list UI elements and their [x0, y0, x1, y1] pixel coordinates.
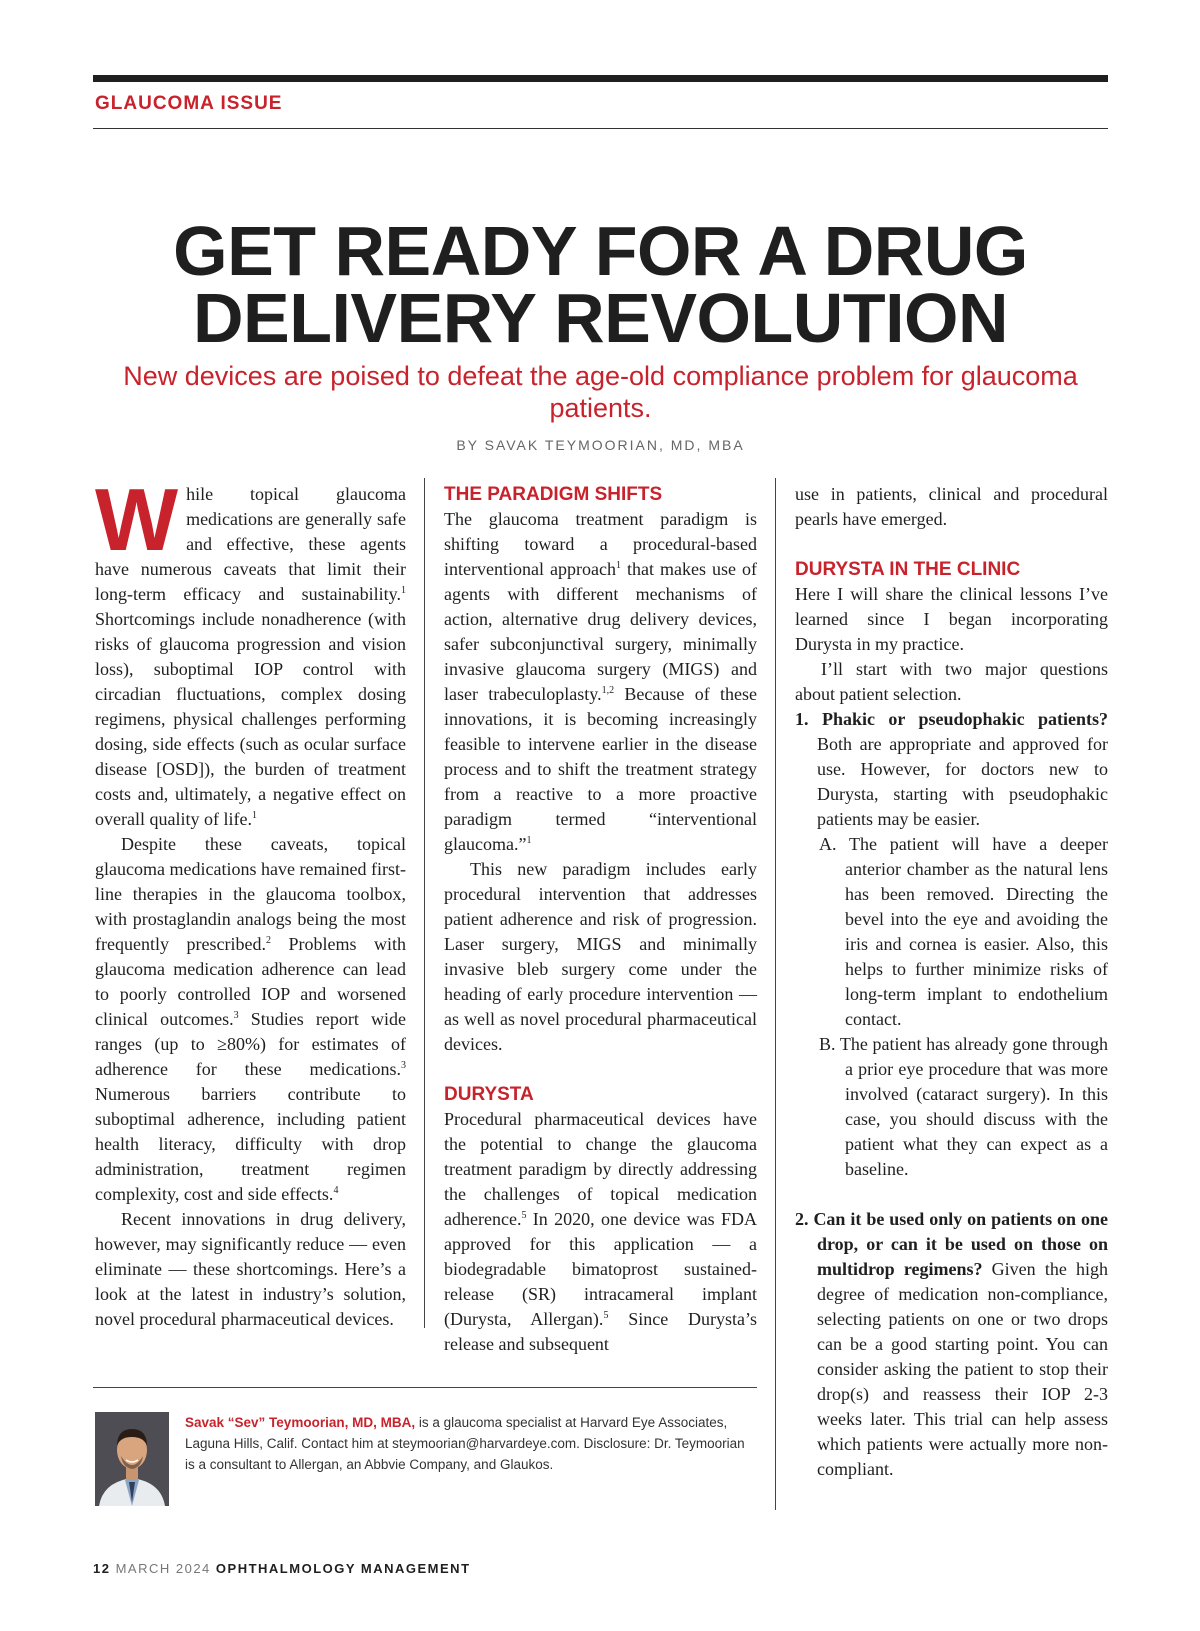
body-paragraph: I’ll start with two major questions about patient selection. [795, 659, 1108, 704]
question-text: Can it be used only on patients on one drop, or can it be used on those on multidrop regimens? [813, 1209, 1108, 1279]
question-item-1 [795, 707, 1108, 832]
body-paragraph: use in patients, clinical and procedural pearls have emerged. [795, 484, 1108, 529]
column-1 [95, 470, 406, 1332]
text-run: The patient has already gone through a prior eye procedure that was more involved (cataract surgery). In this case, you should discuss with the patient what they can expect as a baseline. [839, 1034, 1108, 1179]
author-headshot [95, 1412, 169, 1506]
body-paragraph [444, 1107, 757, 1357]
drop-cap: W [95, 470, 179, 569]
reference-mark: 1 [615, 560, 621, 571]
body-paragraph: Recent innovations in drug delivery, however, may significantly reduce — even eliminate — these shortcomings. Here’s a look at the latest in industry’s solution, novel procedural pharmaceutical devices. [95, 1209, 406, 1329]
reference-mark: 1,2 [601, 685, 615, 696]
text-run: hile topical glaucoma medications are generally safe and effective, these agents have numerous caveats that limit their long-term efficacy and sustainability. [95, 484, 406, 604]
author-bio [185, 1412, 750, 1475]
text-run: Despite these caveats, topical glaucoma medications have remained first-line therapies in the glaucoma toolbox, with prostaglandin analogs being the most frequently prescribed. [95, 834, 406, 954]
magazine-name: OPHTHALMOLOGY MANAGEMENT [215, 1561, 471, 1576]
text-run: Both are appropriate and approved for use. However, for doctors new to Durysta, starting with pseudophakic patients may be easier. [817, 734, 1108, 829]
list-number: 2. [795, 1209, 809, 1229]
reference-mark: 1 [401, 585, 406, 596]
article-byline: BY SAVAK TEYMOORIAN, MD, MBA [456, 437, 745, 453]
sub-item-b [795, 1032, 1108, 1182]
list-letter: A. [819, 834, 837, 854]
bio-text: is a glaucoma specialist at Harvard Eye Associates, Laguna Hills, Calif. Contact him at steymoorian@harvardeye.com. Disclosure: Dr. Teymoorian is a consultant to Allergan, an Abbvie Company, and Glaukos. [185, 1415, 745, 1472]
list-letter: B. [819, 1034, 836, 1054]
subhead-clinic: DURYSTA IN THE CLINIC [795, 559, 1021, 580]
column-2 [444, 482, 757, 1357]
body-paragraph: This new paradigm includes early procedural intervention that addresses patient adherence and risk of progression. Laser surgery, MIGS and minimally invasive bleb surgery come under the heading of early procedure intervention — as well as novel procedural pharmaceutical devices. [444, 859, 757, 1054]
text-run: that makes use of agents with different mechanisms of action, alternative drug delivery devices, safer subconjunctival surgery, minimally invasive glaucoma surgery (MIGS) and laser trabeculoplasty. [444, 559, 757, 704]
column-divider [424, 478, 425, 1328]
subhead-paradigm: THE PARADIGM SHIFTS [444, 484, 663, 505]
text-run: In 2020, one device was FDA approved for this application — a biodegradable bimatoprost sustained-release (SR) intracameral implant (Durysta, Allergan). [444, 1209, 757, 1329]
top-rule [93, 75, 1108, 82]
article-deck: New devices are poised to defeat the age-old compliance problem for glaucoma patients. [123, 361, 1078, 423]
intro-paragraph [95, 470, 406, 832]
reference-mark: 5 [603, 1310, 609, 1321]
reference-mark: 2 [265, 935, 271, 946]
body-paragraph [95, 832, 406, 1207]
column-divider [775, 478, 776, 1510]
list-number: 1. [795, 709, 809, 729]
reference-mark: 1 [526, 835, 532, 846]
text-run: Since Durysta’s release and subsequent [444, 1309, 758, 1354]
reference-mark: 5 [521, 1210, 527, 1221]
text-run: The glaucoma treatment paradigm is shifting toward a procedural-based interventional approach [444, 509, 757, 579]
subhead-durysta: DURYSTA [444, 1084, 534, 1105]
text-run: Given the high degree of medication non-compliance, selecting patients on one or two drops can be a good starting point. You can consider asking the patient to stop their drop(s) and reassess their IOP 2-3 weeks later. This trial can help assess which patients were actually more non-compliant. [817, 1259, 1108, 1479]
tag-rule [93, 128, 1108, 129]
reference-mark: 4 [333, 1185, 339, 1196]
text-run: Because of these innovations, it is becoming increasingly feasible to intervene earlier in the disease process and to shift the treatment strategy from a reactive to a more proactive paradigm termed “interventional glaucoma.” [444, 684, 757, 854]
page-number: 12 [93, 1561, 111, 1576]
issue-date: MARCH 2024 [115, 1561, 211, 1576]
text-run: Shortcomings include nonadherence (with risks of glaucoma progression and vision loss), suboptimal IOP control with circadian fluctuations, complex dosing regimens, physical challenges performing dosing, side effects (such as ocular surface disease [OSD]), the burden of treatment costs and, ultimately, a negative effect on overall quality of life. [95, 609, 406, 829]
spacer [795, 1182, 1108, 1207]
text-run: Studies report wide ranges (up to ≥80%) for estimates of adherence for these medications. [95, 1009, 406, 1079]
reference-mark: 1 [251, 810, 257, 821]
bio-rule [93, 1387, 757, 1388]
spacer [795, 532, 1108, 557]
sub-item-a [795, 832, 1108, 1032]
text-run: Numerous barriers contribute to suboptimal adherence, including patient health literacy, difficulty with drop administration, treatment regimen complexity, cost and side effects. [95, 1084, 406, 1204]
article-headline: GET READY FOR A DRUG DELIVERY REVOLUTION [173, 212, 1028, 357]
body-paragraph [444, 507, 757, 857]
text-run: The patient will have a deeper anterior chamber as the natural lens has been removed. Directing the bevel into the eye and avoiding the iris and cornea is easier. Also, this helps to further minimize risks of long-term implant to endothelium contact. [845, 834, 1108, 1029]
column-3 [795, 482, 1108, 1482]
question-text: Phakic or pseudophakic patients? [821, 709, 1109, 729]
question-item-2 [795, 1207, 1108, 1482]
reference-mark: 3 [401, 1060, 406, 1071]
reference-mark: 3 [233, 1010, 239, 1021]
text-run: Problems with glaucoma medication adherence can lead to poorly controlled IOP and worsened clinical outcomes. [95, 934, 406, 1029]
page-footer [93, 1561, 471, 1576]
text-run: Procedural pharmaceutical devices have the potential to change the glaucoma treatment paradigm by directly addressing the challenges of topical medication adherence. [444, 1109, 757, 1229]
spacer [444, 1057, 757, 1082]
section-tag: GLAUCOMA ISSUE [95, 93, 283, 114]
author-name: Savak “Sev” Teymoorian, MD, MBA, [185, 1415, 416, 1430]
body-paragraph: Here I will share the clinical lessons I’ve learned since I began incorporating Durysta in my practice. [795, 584, 1108, 654]
